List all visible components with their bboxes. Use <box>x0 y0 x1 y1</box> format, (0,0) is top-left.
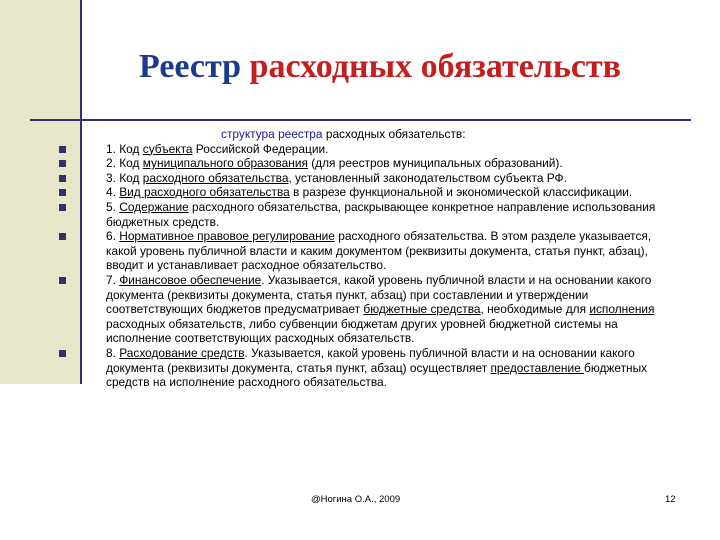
bullet-icon <box>59 146 66 153</box>
item-term: муниципального образования <box>142 156 308 171</box>
item-number: 1. Код <box>106 141 143 156</box>
item-text-2: , необходимые для <box>480 302 590 317</box>
item-term: субъекта <box>142 141 193 156</box>
page-number: 12 <box>665 494 676 505</box>
item-text-3: расходных обязательств, либо субвенции бюджетам других уровней бюджетной системы на исполнение соответствующих расходных обязательств. <box>106 316 618 346</box>
item-term: Нормативное правовое регулирование <box>119 229 335 244</box>
item-text: в разрезе функциональной и экономической классификации. <box>289 185 633 200</box>
item-number: 6. <box>106 229 120 244</box>
list-item <box>106 185 676 200</box>
intro-colored: структура реестра <box>221 127 323 141</box>
item-text: Российской Федерации. <box>192 141 329 156</box>
bullet-icon <box>59 160 66 167</box>
title-part-2: расходных обязательств <box>249 48 621 85</box>
list-item <box>106 229 676 273</box>
item-term: Вид расходного обязательства <box>119 185 290 200</box>
item-number: 5. <box>106 199 120 214</box>
item-term: Содержание <box>119 199 189 214</box>
bullet-icon <box>59 204 66 211</box>
slide-content <box>106 127 676 390</box>
item-number: 4. <box>106 185 120 200</box>
slide-title <box>0 48 720 86</box>
intro-line <box>106 127 676 142</box>
bullet-icon <box>59 175 66 182</box>
bullet-icon <box>59 277 66 284</box>
item-text: . Указывается, какой уровень публичной власти и на основании какого документа (реквизиты документа, статья пункт, абзац) осуществляет <box>106 345 635 375</box>
list-item <box>106 346 676 390</box>
list-item <box>106 156 676 171</box>
item-text: расходного обязательства. В этом разделе указывается, какой уровень публичной власти и каким документом (реквизиты документа, статья пункт, абзац), вводит и устанавливает расходное обязательство. <box>106 229 652 273</box>
item-text-2: бюджетных средств на исполнение расходного обязательства. <box>106 360 648 390</box>
item-text: , установленный законодательством субъекта РФ. <box>288 170 567 185</box>
item-term: Расходование средств <box>119 345 245 360</box>
item-term: расходного обязательства <box>142 170 289 185</box>
item-term-2: предоставление <box>490 360 585 375</box>
item-text: (для реестров муниципальных образований). <box>307 156 563 171</box>
item-text: расходного обязательства, раскрывающее конкретное направление использования бюджетных средств. <box>106 199 656 229</box>
list-item <box>106 273 676 346</box>
item-text: . Указывается, какой уровень публичной власти и на основании какого документа (реквизиты документа, статья пункт, абзац) при составлении и утверждении соответствующих бюджетов предусматривает <box>106 272 652 317</box>
item-number: 8. <box>106 345 120 360</box>
item-number: 2. Код <box>106 156 143 171</box>
title-divider <box>30 119 691 121</box>
item-term: Финансовое обеспечение <box>119 272 262 287</box>
bullet-icon <box>59 189 66 196</box>
footer-author: @Ногина О.А., 2009 <box>311 494 401 505</box>
item-term-3: исполнения <box>589 302 655 317</box>
list-item <box>106 142 676 157</box>
bullet-icon <box>59 233 66 240</box>
title-part-1: Реестр <box>139 48 250 85</box>
item-number: 7. <box>106 272 120 287</box>
item-number: 3. Код <box>106 170 143 185</box>
bullet-icon <box>59 350 66 357</box>
list-item <box>106 200 676 229</box>
list-item <box>106 171 676 186</box>
intro-rest: расходных обязательств: <box>322 127 466 141</box>
item-term-2: бюджетные средства <box>363 302 481 317</box>
